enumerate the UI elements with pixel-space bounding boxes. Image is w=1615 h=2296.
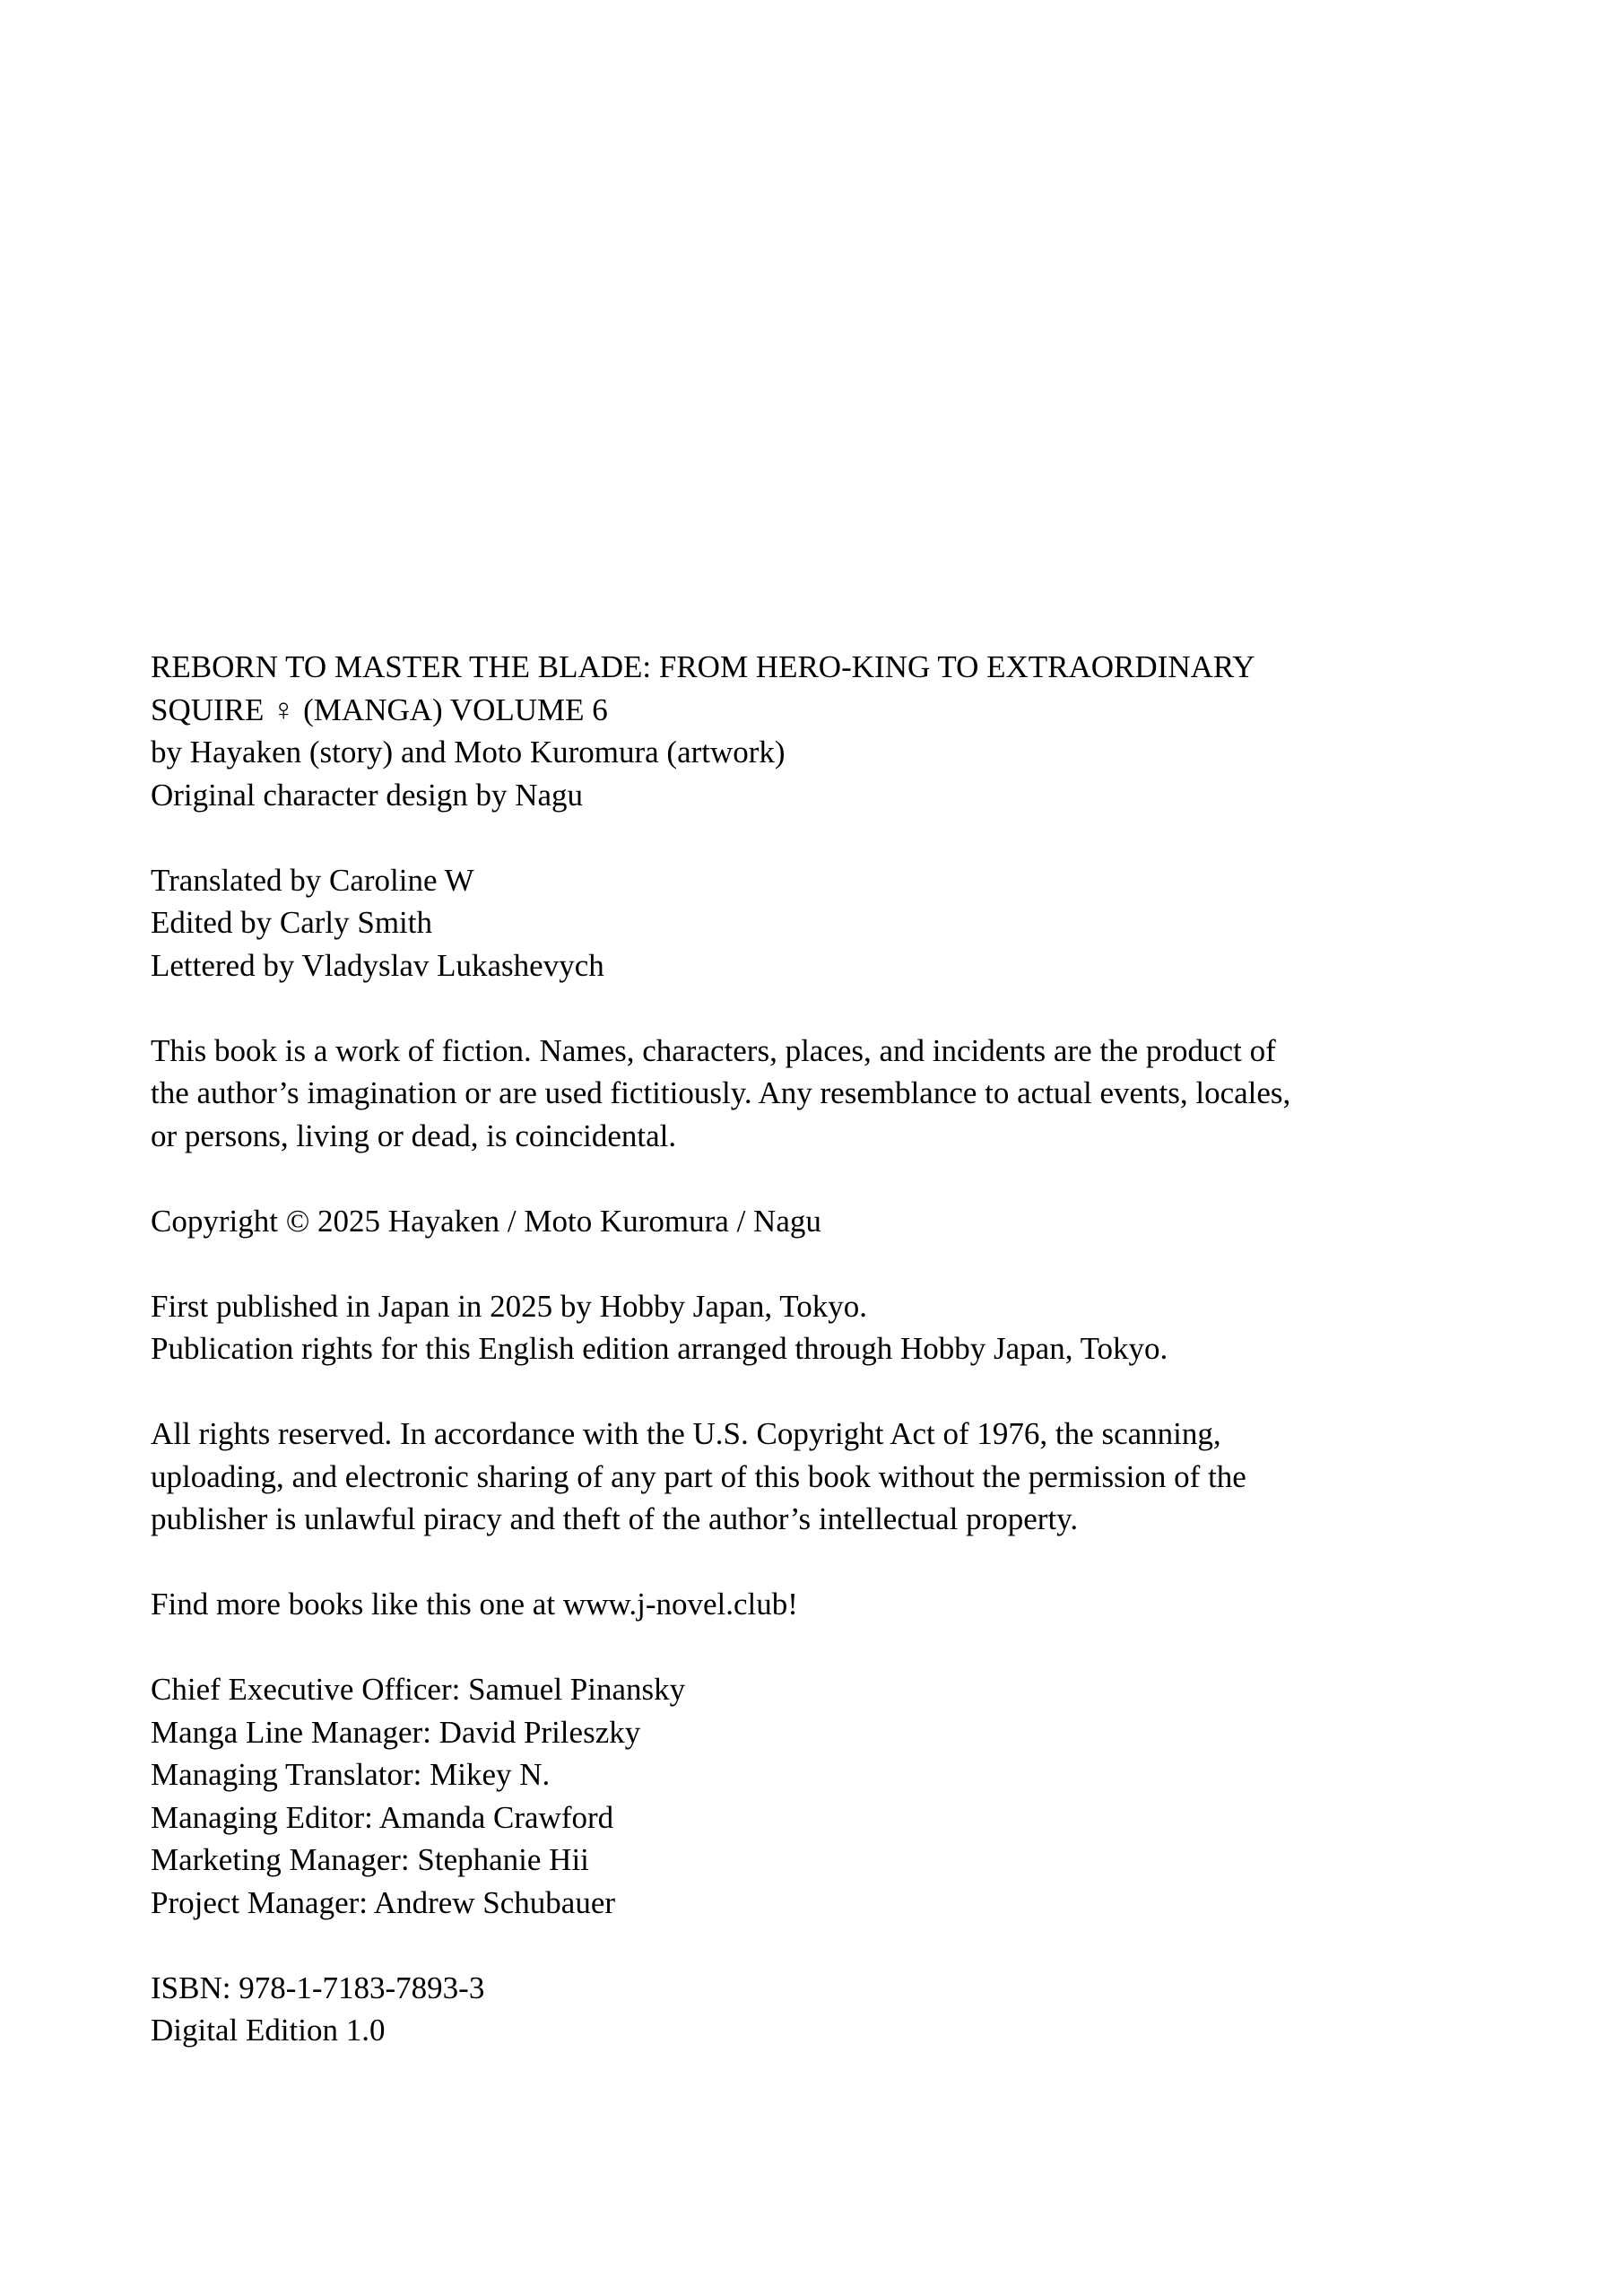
first-published-line: First published in Japan in 2025 by Hobby Japan, Tokyo.: [151, 1288, 867, 1324]
publication-block: [151, 1285, 1469, 1370]
manga-line-manager-credit: Manga Line Manager: David Prileszky: [151, 1714, 641, 1750]
fiction-disclaimer-line-2: the author’s imagination or are used fictitiously. Any resemblance to actual events, locales,: [151, 1075, 1291, 1110]
translator-credit: Translated by Caroline W: [151, 862, 474, 898]
project-manager-credit: Project Manager: Andrew Schubauer: [151, 1884, 616, 1920]
rights-reserved-block: [151, 1413, 1469, 1541]
fiction-disclaimer-line-1: This book is a work of fiction. Names, characters, places, and incidents are the product of: [151, 1032, 1276, 1068]
rights-reserved-line-2: uploading, and electronic sharing of any part of this book without the permission of the: [151, 1458, 1246, 1494]
colophon-text-block: [151, 646, 1469, 2052]
managing-translator-credit: Managing Translator: Mikey N.: [151, 1757, 551, 1792]
ceo-credit: Chief Executive Officer: Samuel Pinansky: [151, 1672, 686, 1707]
company-staff-block: [151, 1668, 1469, 1924]
digital-edition-line: Digital Edition 1.0: [151, 2013, 386, 2048]
isbn-block: [151, 1967, 1469, 2052]
author-byline: by Hayaken (story) and Moto Kuromura (artwork): [151, 735, 786, 770]
find-more-block: [151, 1583, 1469, 1626]
copyright-block: [151, 1200, 1469, 1243]
editor-credit: Edited by Carly Smith: [151, 905, 433, 940]
staff-credits-block: [151, 859, 1469, 987]
publication-rights-line: Publication rights for this English edition arranged through Hobby Japan, Tokyo.: [151, 1331, 1168, 1366]
isbn-line: ISBN: 978-1-7183-7893-3: [151, 1970, 485, 2005]
character-design-credit: Original character design by Nagu: [151, 777, 584, 813]
find-more-books-line: Find more books like this one at www.j-novel.club!: [151, 1587, 798, 1622]
book-title-block: [151, 646, 1469, 816]
book-title-line-1: REBORN TO MASTER THE BLADE: FROM HERO-KING TO EXTRAORDINARY: [151, 649, 1255, 684]
letterer-credit: Lettered by Vladyslav Lukashevych: [151, 947, 604, 983]
marketing-manager-credit: Marketing Manager: Stephanie Hii: [151, 1842, 589, 1877]
fiction-disclaimer-block: [151, 1030, 1469, 1158]
rights-reserved-line-3: publisher is unlawful piracy and theft of the author’s intellectual property.: [151, 1501, 1079, 1536]
copyright-notice: Copyright © 2025 Hayaken / Moto Kuromura / Nagu: [151, 1203, 821, 1239]
book-title-line-2: SQUIRE ♀ (MANGA) VOLUME 6: [151, 691, 608, 727]
rights-reserved-line-1: All rights reserved. In accordance with the U.S. Copyright Act of 1976, the scanning,: [151, 1416, 1221, 1451]
managing-editor-credit: Managing Editor: Amanda Crawford: [151, 1799, 614, 1835]
fiction-disclaimer-line-3: or persons, living or dead, is coincidental.: [151, 1118, 677, 1153]
